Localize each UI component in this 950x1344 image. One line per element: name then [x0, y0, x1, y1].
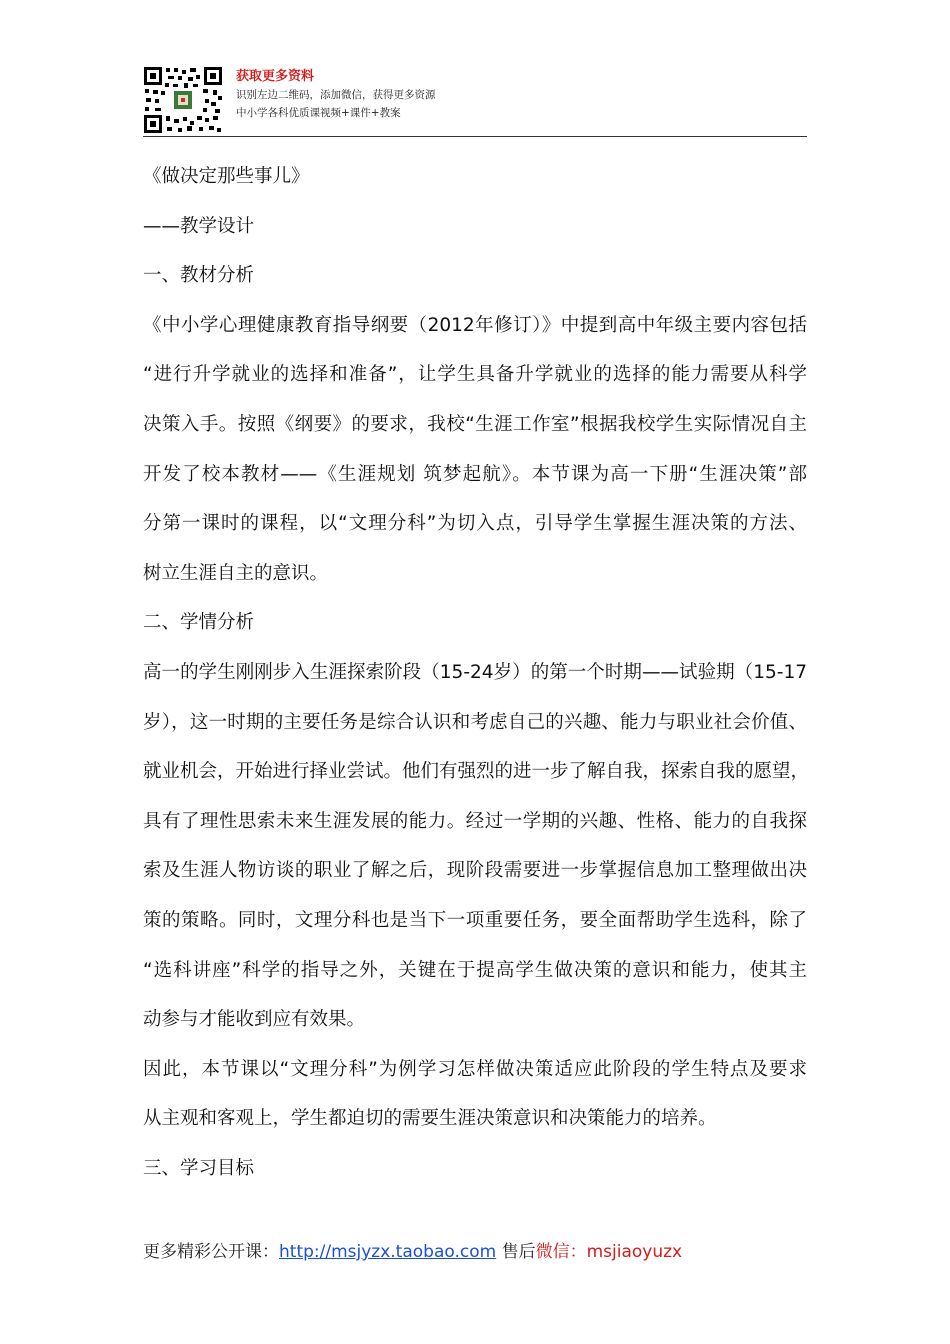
paragraph-line: 策的策略。同时，文理分科也是当下一项重要任务，要全面帮助学生选科，除了: [143, 909, 807, 931]
paragraph-line: 开发了校本教材——《生涯规划 筑梦起航》。本节课为高一下册“生涯决策”部: [143, 463, 807, 485]
paragraph-line: 岁），这一时期的主要任务是综合认识和考虑自己的兴趣、能力与职业社会价值、: [143, 711, 807, 733]
paragraph-line: “选科讲座”科学的指导之外，关键在于提高学生做决策的意识和能力，使其主: [143, 959, 807, 981]
paragraph-line: 高一的学生刚刚步入生涯探索阶段（15-24岁）的第一个时期——试验期（15-17: [143, 661, 807, 683]
paragraph-line: 《中小学心理健康教育指导纲要（2012年修订）》中提到高中年级主要内容包括: [143, 314, 807, 336]
promo-title: 获取更多资料: [236, 69, 315, 84]
paragraph-line: 决策入手。按照《纲要》的要求，我校“生涯工作室”根据我校学生实际情况自主: [143, 413, 807, 435]
qr-code-icon: [143, 66, 223, 134]
paragraph-line: 就业机会，开始进行择业尝试。他们有强烈的进一步了解自我，探索自我的愿望，: [143, 761, 810, 783]
paragraph-line: 动参与才能收到应有效果。: [143, 1009, 366, 1031]
document-title: 《做决定那些事儿》: [143, 166, 310, 187]
footer-wechat-id: msjiaoyuzx: [586, 1242, 683, 1262]
paragraph-line: 索及生涯人物访谈的职业了解之后，现阶段需要进一步掌握信息加工整理做出决: [143, 860, 807, 882]
footer-wechat-label: 微信：: [535, 1242, 587, 1262]
document-subtitle: ——教学设计: [143, 215, 255, 237]
promo-line-2: 中小学各科优质课视频+课件+教案: [236, 107, 401, 119]
header-divider: [143, 136, 807, 137]
paragraph-line: 具有了理性思索未来生涯发展的能力。经过一学期的兴趣、性格、能力的自我探: [143, 810, 807, 832]
section-heading-textbook-analysis: 一、教材分析: [143, 265, 255, 287]
document-body: [143, 152, 810, 1193]
paragraph-line: 树立生涯自主的意识。: [143, 562, 329, 584]
paragraph-line: 因此，本节课以“文理分科”为例学习怎样做决策适应此阶段的学生特点及要求: [143, 1058, 807, 1080]
paragraph-line: 从主观和客观上，学生都迫切的需要生涯决策意识和决策能力的培养。: [143, 1108, 717, 1130]
section-heading-learning-goals: 三、学习目标: [143, 1157, 255, 1179]
paragraph-line: 分第一课时的课程，以“文理分科”为切入点，引导学生掌握生涯决策的方法、: [143, 513, 807, 535]
footer: [143, 1241, 682, 1263]
section-heading-learner-analysis: 二、学情分析: [143, 612, 255, 634]
paragraph-line: “进行升学就业的选择和准备”，让学生具备升学就业的选择的能力需要从科学: [143, 364, 807, 386]
promo-line-1: 识别左边二维码，添加微信，获得更多资源: [236, 89, 436, 101]
footer-label: 更多精彩公开课：: [143, 1242, 279, 1262]
footer-shop-link[interactable]: http://msjyzx.taobao.com: [279, 1242, 497, 1262]
promo-header: [143, 66, 807, 134]
footer-after-sales-label: 售后: [501, 1242, 536, 1262]
